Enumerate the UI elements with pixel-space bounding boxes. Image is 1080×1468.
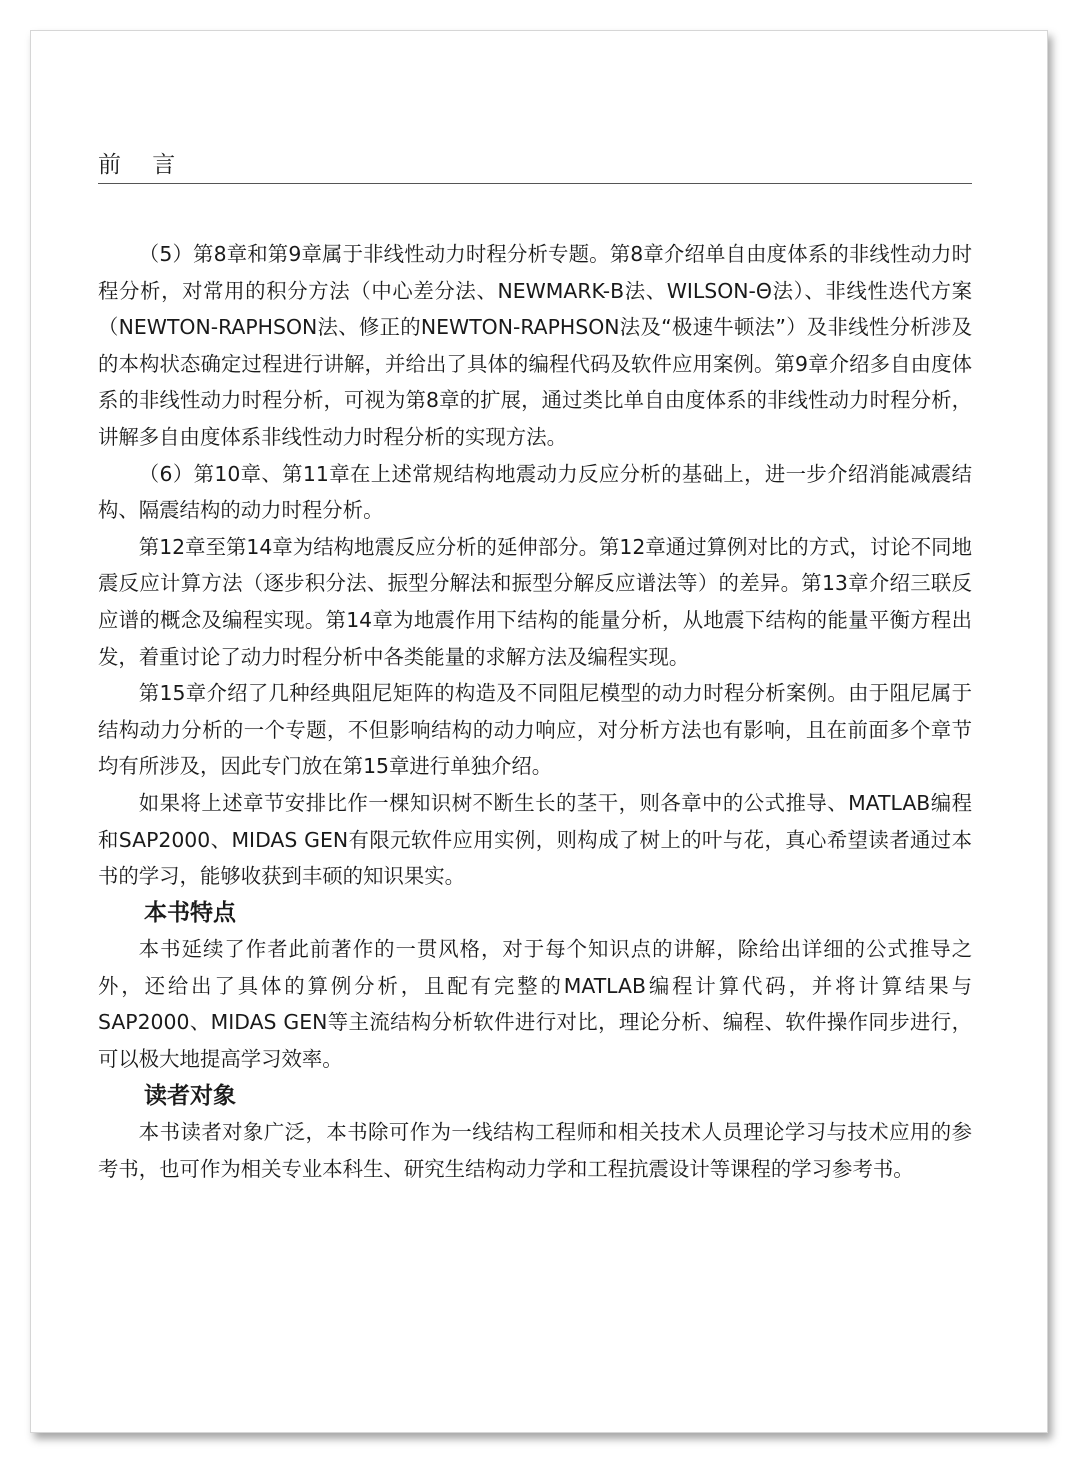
paragraph-chapters-12-14: 第12章至第14章为结构地震反应分析的延伸部分。第12章通过算例对比的方式，讨论不同地震反应计算方法（逐步积分法、振型分解法和振型分解反应谱法等）的差异。第13章介绍三联反应谱的概念及编程实现。第14章为地震作用下结构的能量分析，从地震下结构的能量平衡方程出发，着重讨论了动力时程分析中各类能量的求解方法及编程实现。	[98, 534, 972, 669]
paragraph-audience: 本书读者对象广泛，本书除可作为一线结构工程师和相关技术人员理论学习与技术应用的参考书，也可作为相关专业本科生、研究生结构动力学和工程抗震设计等课程的学习参考书。	[98, 1120, 972, 1181]
paragraph-chapter-15: 第15章介绍了几种经典阻尼矩阵的构造及不同阻尼模型的动力时程分析案例。由于阻尼属于结构动力分析的一个专题，不但影响结构的动力响应，对分析方法也有影响，且在前面多个章节均有所涉及，因此专门放在第15章进行单独介绍。	[98, 681, 972, 779]
section-heading-audience: 读者对象	[144, 1082, 236, 1109]
page-body	[98, 236, 972, 1187]
paragraph-features: 本书延续了作者此前著作的一贯风格，对于每个知识点的讲解，除给出详细的公式推导之外，还给出了具体的算例分析，且配有完整的MATLAB编程计算代码，并将计算结果与SAP2000、MIDAS GEN等主流结构分析软件进行对比，理论分析、编程、软件操作同步进行，可以极大地提高学习效率。	[98, 937, 972, 1072]
paragraph-chapters-8-9: （5）第8章和第9章属于非线性动力时程分析专题。第8章介绍单自由度体系的非线性动力时程分析，对常用的积分方法（中心差分法、NEWMARK-Β法、WILSON-Θ法）、非线性迭代方案（NEWTON-RAPHSON法、修正的NEWTON-RAPHSON法及“极速牛顿法”）及非线性分析涉及的本构状态确定过程进行讲解，并给出了具体的编程代码及软件应用案例。第9章介绍多自由度体系的非线性动力时程分析，可视为第8章的扩展，通过类比单自由度体系的非线性动力时程分析，讲解多自由度体系非线性动力时程分析的实现方法。	[98, 242, 972, 449]
paragraph-knowledge-tree: 如果将上述章节安排比作一棵知识树不断生长的茎干，则各章中的公式推导、MATLAB编程和SAP2000、MIDAS GEN有限元软件应用实例，则构成了树上的叶与花，真心希望读者通过本书的学习，能够收获到丰硕的知识果实。	[98, 790, 972, 889]
section-heading-features: 本书特点	[144, 899, 236, 926]
paragraph-chapters-10-11: （6）第10章、第11章在上述常规结构地震动力反应分析的基础上，进一步介绍消能减震结构、隔震结构的动力时程分析。	[98, 461, 972, 523]
header-divider	[98, 183, 972, 184]
running-head-title: 前 言	[98, 152, 188, 178]
book-page	[30, 30, 1048, 1433]
